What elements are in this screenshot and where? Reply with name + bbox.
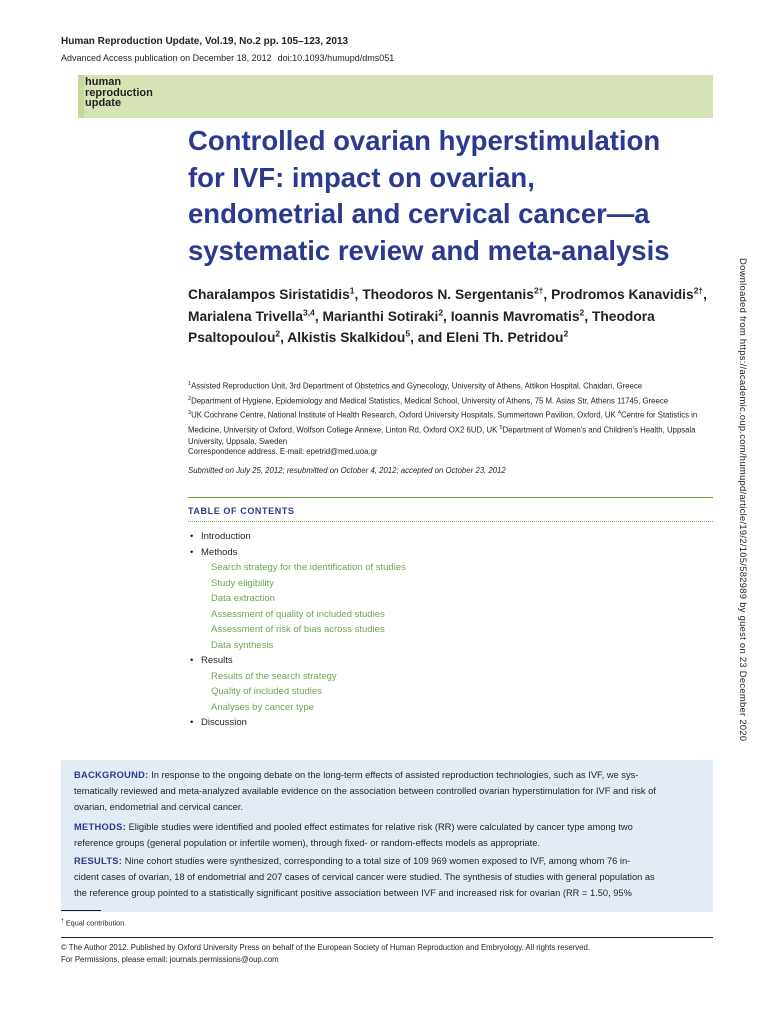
affiliation-text: Centre for Statistics in Medicine, University of Oxford, Wolfson College Annexe, Linton Rd, Oxford OX2 6UD, UK <box>188 410 698 435</box>
table-of-contents <box>188 529 708 731</box>
methods-line-1: Eligible studies were identified and pooled effect estimates for relative risk (RR) were calculated by cancer type among two <box>128 822 633 832</box>
affiliation-number: 3 <box>188 410 192 417</box>
toc-subsection-link[interactable]: Data extraction <box>211 593 275 604</box>
author-name[interactable]: and Eleni Th. Petridou <box>417 330 564 345</box>
author-affiliation-mark: 1 <box>349 285 355 296</box>
author-separator: , <box>354 287 363 302</box>
copyright-line-1: © The Author 2012. Published by Oxford University Press on behalf of the European Society of Human Reproduction and Embryology. All rights reserved. <box>61 943 590 952</box>
toc-section-label: Discussion <box>201 717 247 728</box>
copyright <box>61 942 590 966</box>
banner-accent <box>78 75 84 118</box>
author-name[interactable]: Ioannis Mavromatis <box>450 308 580 324</box>
toc-subsection-link[interactable]: Study eligibility <box>211 577 274 589</box>
author-name[interactable]: Theodora Psaltopoulou <box>188 308 655 345</box>
author-name[interactable]: Prodromos Kanavidis <box>551 287 694 302</box>
abstract-background <box>74 768 702 815</box>
affiliation-number: 1 <box>188 381 192 387</box>
methods-line-2: reference groups (general population or infertile women), through fixed- or random-effects models as appropriate. <box>74 837 540 848</box>
author-affiliation-mark: 2 <box>438 306 444 317</box>
results-label: RESULTS: <box>74 856 123 866</box>
toc-subsection-link[interactable]: Results of the search strategy <box>211 670 337 682</box>
affiliation-text: Assisted Reproduction Unit, 3rd Department of Obstetrics and Gynecology, University of Athens, Attikon Hospital, Chaidari, Greece <box>191 381 643 391</box>
toc-section[interactable] <box>188 715 708 731</box>
author-name[interactable]: Charalampos Siristatidis <box>188 287 350 302</box>
toc-subsection-link[interactable]: Assessment of quality of included studies <box>211 608 385 620</box>
toc-section[interactable] <box>188 653 708 669</box>
background-line-2: tematically reviewed and meta-analyzed available evidence on the association between controlled ovarian hyperstimulation for IVF and risk of <box>74 785 656 796</box>
toc-subsection-link[interactable]: Data synthesis <box>211 639 274 651</box>
toc-dotted-rule <box>188 521 713 522</box>
author-name[interactable]: Alkistis Skalkidou <box>287 330 406 345</box>
copyright-rule <box>61 937 713 938</box>
results-line-1: Nine cohort studies were synthesized, corresponding to a total size of 109 969 women exposed to IVF, among whom 76 in- <box>124 856 631 866</box>
advance-access-line <box>61 53 394 63</box>
toc-heading: TABLE OF CONTENTS <box>188 506 295 516</box>
affiliation-text: Department of Women's and Children's Health, Uppsala University, Uppsala, Sweden <box>188 425 696 447</box>
author-affiliation-mark: 5 <box>405 328 411 339</box>
logo-line-2: reproduction <box>85 86 153 99</box>
author-separator: , <box>703 287 707 302</box>
copyright-line-2: For Permissions, please email: journals.permissions@oup.com <box>61 955 279 964</box>
footnote-mark: † <box>61 918 64 924</box>
results-line-3: the reference group pointed to a statistically significant positive association between IVF and increased risk for ovarian (RR = 1.50, 95% <box>74 887 632 898</box>
affiliation-text: Department of Hygiene, Epidemiology and Medical Statistics, Medical School, University of Athens, 75 M. Asias Str, Athens 11745, Greece <box>191 396 669 406</box>
bullet-icon: • <box>190 546 194 558</box>
toc-section-label: Introduction <box>201 531 251 542</box>
background-line-1: In response to the ongoing debate on the long-term effects of assisted reproduction technologies, such as IVF, we sys- <box>151 770 639 780</box>
author-separator: , <box>410 330 418 345</box>
journal-banner <box>78 75 713 118</box>
logo-line-1: human <box>85 76 122 88</box>
author-name[interactable]: Marianthi Sotiraki <box>322 308 439 324</box>
author-affiliation-mark: 2 <box>579 306 585 317</box>
abstract-results <box>74 854 702 901</box>
logo-line-3: update <box>85 97 122 109</box>
author-separator: , <box>280 330 288 345</box>
download-watermark: Downloaded from https://academic.oup.com/humupd/article/19/2/105/582989 by guest on 23 December 2020 <box>738 258 749 742</box>
footnote <box>61 918 126 927</box>
toc-section[interactable] <box>188 529 708 545</box>
doi-link[interactable]: doi:10.1093/humupd/dms051 <box>277 53 395 63</box>
article-title: Controlled ovarian hyperstimulation for IVF: impact on ovarian, endometrial and cervical cancer—a systematic review and meta-analysis <box>188 125 670 266</box>
toc-subsection-link[interactable]: Quality of included studies <box>211 686 322 697</box>
affiliations <box>188 378 714 448</box>
author-separator: , <box>314 308 323 324</box>
submission-dates: Submitted on July 25, 2012; resubmitted on October 4, 2012; accepted on October 23, 2012 <box>188 466 506 475</box>
author-separator: , <box>543 287 552 302</box>
background-label: BACKGROUND: <box>74 770 149 780</box>
author-name[interactable]: Theodoros N. Sergentanis <box>362 287 534 302</box>
toc-section-label: Methods <box>201 546 238 558</box>
results-line-2: cident cases of ovarian, 18 of endometrial and 207 cases of cervical cancer were studied. The synthesis of studies with general population as <box>74 871 655 882</box>
affiliation-number: 5 <box>499 424 503 431</box>
journal-logo <box>85 77 153 109</box>
affiliation-number: 4 <box>617 410 621 417</box>
bullet-icon: • <box>190 531 194 542</box>
abstract-box <box>61 760 713 912</box>
author-list <box>188 284 708 349</box>
footnote-text: Equal contribution. <box>65 918 127 928</box>
advance-access-date: Advanced Access publication on December 18, 2012 <box>61 53 272 63</box>
journal-citation: Human Reproduction Update, Vol.19, No.2 pp. 105–123, 2013 <box>61 36 349 47</box>
footnote-rule <box>61 910 101 911</box>
toc-section[interactable] <box>188 545 708 561</box>
correspondence: Correspondence address. E-mail: epetrid@med.uoa.gr <box>188 447 378 456</box>
author-affiliation-mark: 2† <box>693 285 704 296</box>
author-affiliation-mark: 2 <box>275 328 281 339</box>
author-separator: , <box>584 308 592 324</box>
bullet-icon: • <box>190 655 194 666</box>
author-affiliation-mark: 2 <box>563 328 569 339</box>
toc-section-label: Results <box>201 655 233 666</box>
author-name[interactable]: Marialena Trivella <box>188 308 304 324</box>
affiliation-text: UK Cochrane Centre, National Institute of Health Research, Oxford University Hospitals, Summertown Pavilion, Oxford, UK <box>191 410 618 420</box>
toc-subsection-link[interactable]: Assessment of risk of bias across studies <box>211 624 385 635</box>
author-separator: , <box>443 308 451 324</box>
author-affiliation-mark: 2† <box>533 285 544 296</box>
abstract-methods <box>74 820 702 852</box>
affiliation-number: 2 <box>188 395 192 402</box>
toc-subsection-link[interactable]: Analyses by cancer type <box>211 701 314 713</box>
toc-top-rule <box>188 497 713 498</box>
author-affiliation-mark: 3,4 <box>303 306 315 317</box>
background-line-3: ovarian, endometrial and cervical cancer. <box>74 801 243 812</box>
toc-subsection-link[interactable]: Search strategy for the identification of studies <box>211 562 406 573</box>
bullet-icon: • <box>190 717 194 728</box>
methods-label: METHODS: <box>74 822 126 832</box>
